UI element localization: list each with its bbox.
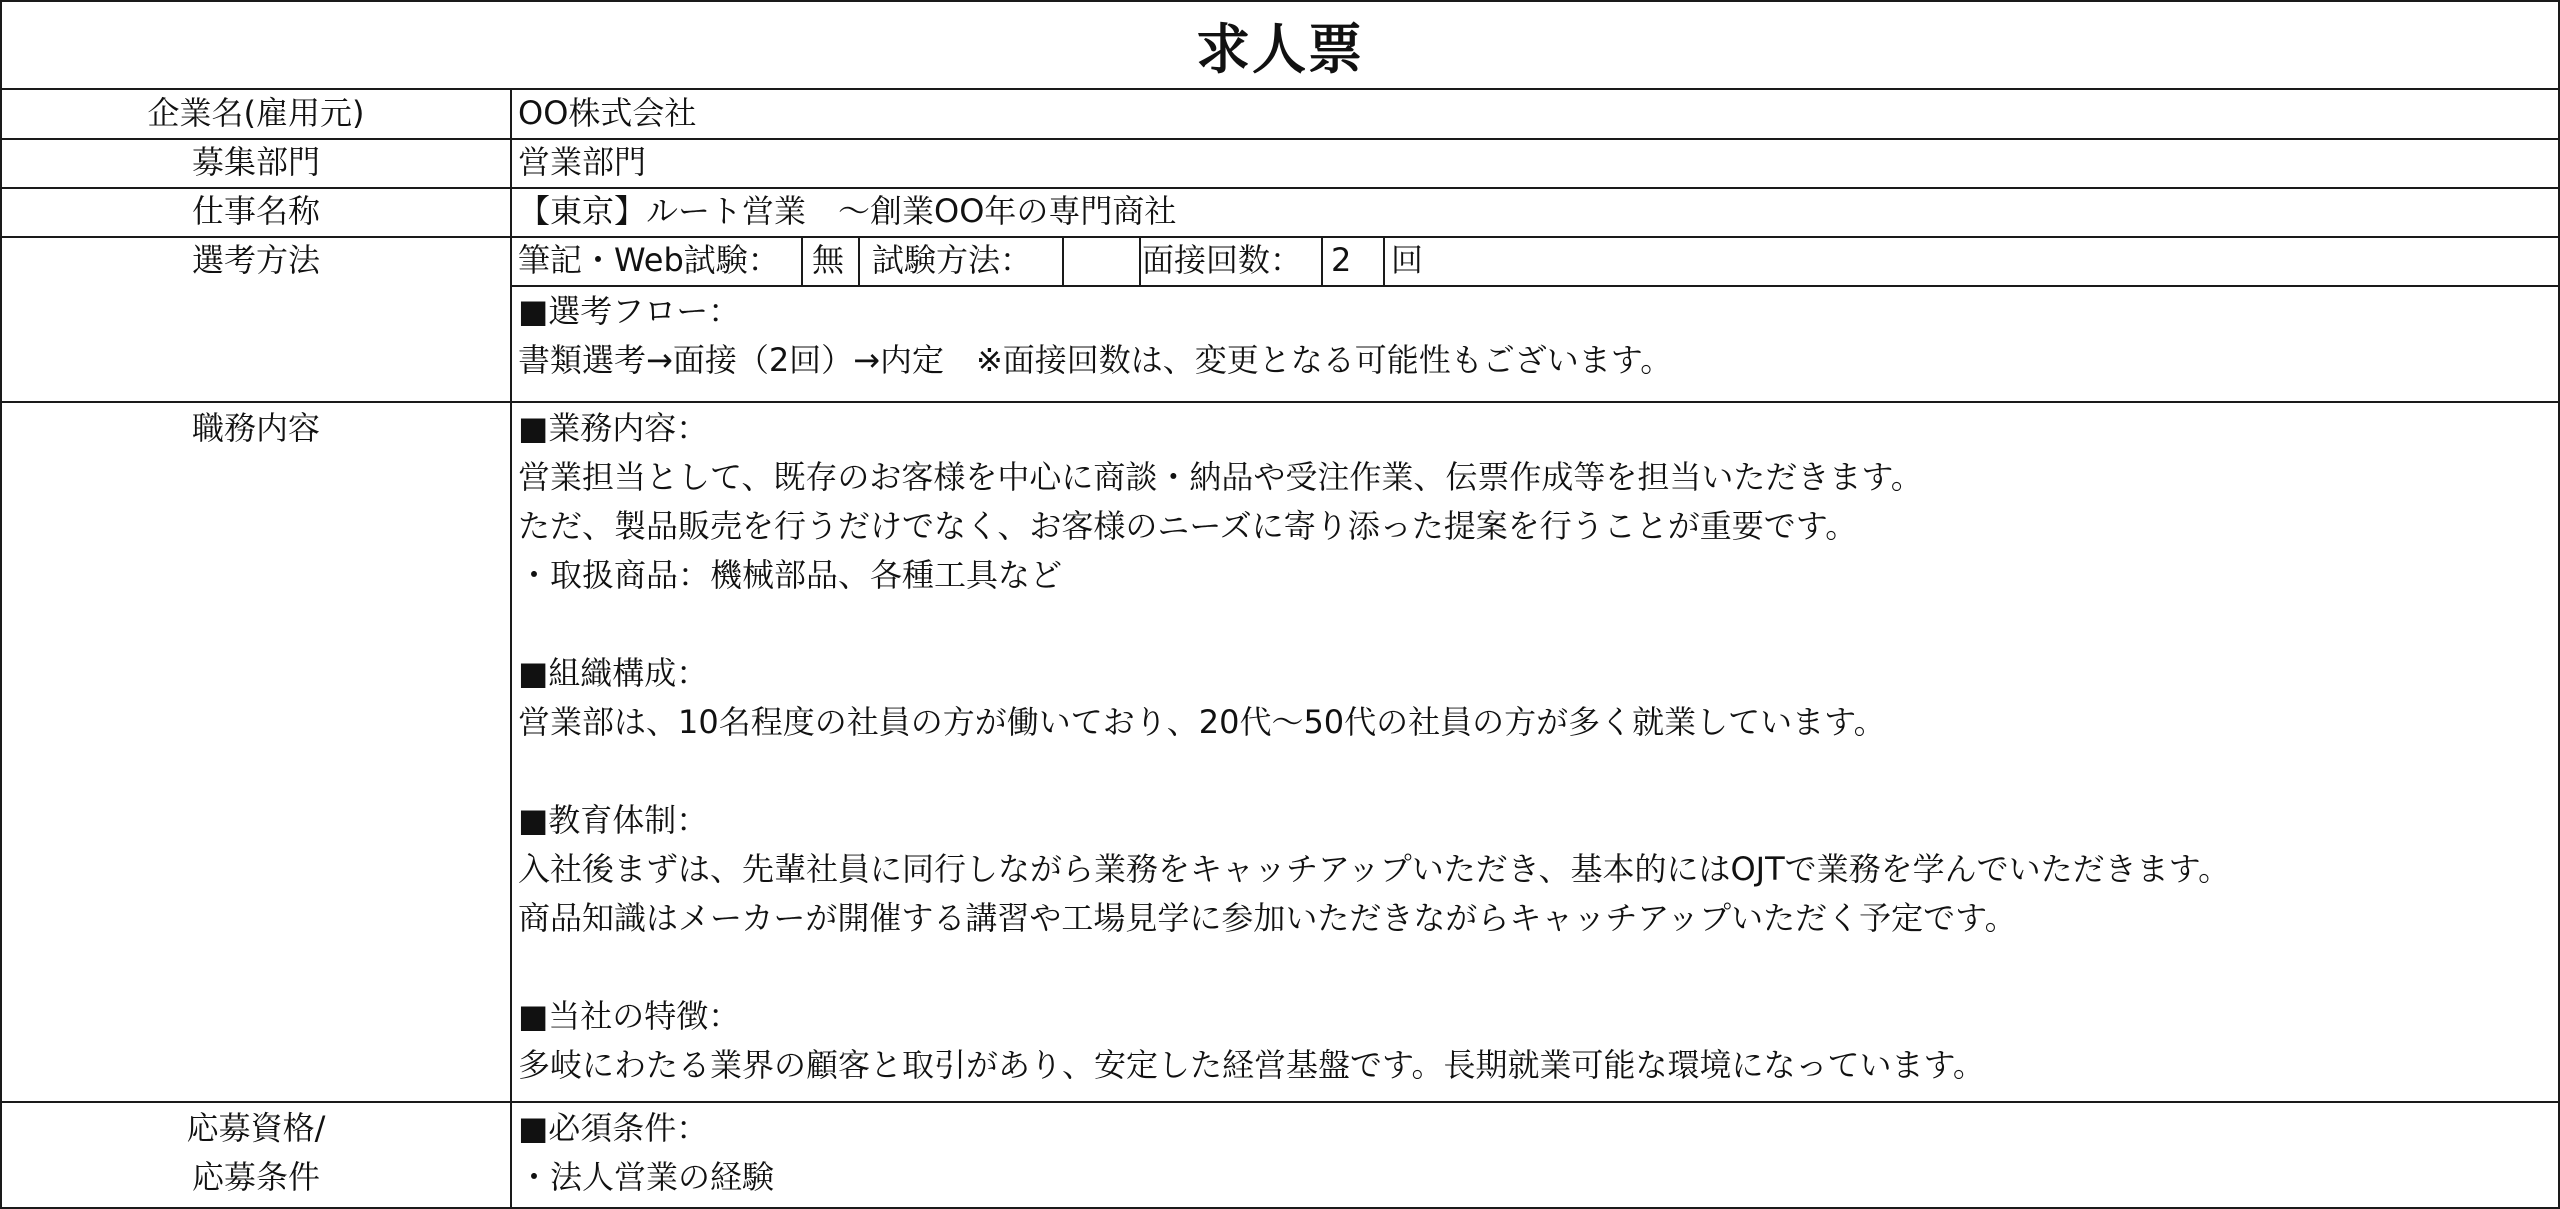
duties-line: ■業務内容： (518, 409, 709, 447)
duties-label: 職務内容 (191, 409, 320, 447)
duties-line: 多岐にわたる業界の顧客と取引があり、安定した経営基盤です。長期就業可能な環境になっています。 (518, 1046, 1985, 1084)
interview-count-label: 面接回数： (1142, 241, 1303, 279)
cell-divider-4 (1139, 236, 1141, 286)
qualifications-label-line2: 応募条件 (191, 1158, 320, 1196)
job-title-label: 仕事名称 (191, 192, 320, 230)
selection-flow-heading: ■選考フロー： (518, 292, 741, 330)
duties-line: ■組織構成： (518, 654, 709, 692)
company-label: 企業名(雇用元) (147, 94, 365, 132)
column-divider (510, 88, 512, 1209)
selection-flow-text: 書類選考→面接（2回）→内定 ※面接回数は、変更となる可能性もございます。 (518, 341, 1673, 379)
written-test-value: 無 (812, 241, 845, 279)
department-label: 募集部門 (191, 143, 320, 181)
duties-line: ただ、製品販売を行うだけでなく、お客様のニーズに寄り添った提案を行うことが重要です。 (518, 507, 1858, 545)
duties-line: ・取扱商品：機械部品、各種工具など (518, 556, 1063, 594)
company-value: OO株式会社 (518, 94, 697, 132)
cell-divider-1 (801, 236, 803, 286)
divider-selection (0, 401, 2560, 403)
interview-count-unit: 回 (1391, 241, 1424, 279)
duties-line: ■教育体制： (518, 801, 709, 839)
duties-line: 入社後まずは、先輩社員に同行しながら業務をキャッチアップいただき、基本的にはOJTで業務を学んでいただきます。 (518, 850, 2231, 888)
qualifications-line: ■必須条件： (518, 1109, 709, 1147)
interview-count-value: 2 (1331, 241, 1352, 279)
duties-line: 営業担当として、既存のお客様を中心に商談・納品や受注作業、伝票作成等を担当いただきます。 (518, 458, 1923, 496)
cell-divider-2 (858, 236, 860, 286)
selection-label: 選考方法 (191, 241, 320, 279)
duties-line: ■当社の特徴： (518, 997, 741, 1035)
cell-divider-6 (1383, 236, 1385, 286)
duties-line: 営業部は、10名程度の社員の方が働いており、20代～50代の社員の方が多く就業しています。 (518, 703, 1886, 741)
duties-line: 商品知識はメーカーが開催する講習や工場見学に参加いただきながらキャッチアップいただく予定です。 (518, 899, 2017, 937)
qualifications-label-line1: 応募資格/ (186, 1109, 326, 1147)
divider-duties (0, 1101, 2560, 1103)
cell-divider-5 (1321, 236, 1323, 286)
department-value: 営業部門 (518, 143, 647, 181)
qualifications-line: ・法人営業の経験 (518, 1158, 775, 1196)
written-test-label: 筆記・Web試験： (518, 241, 780, 279)
test-method-label: 試験方法： (872, 241, 1033, 279)
divider-selection-inner (510, 285, 2560, 287)
cell-divider-3 (1062, 236, 1064, 286)
job-title-value: 【東京】ルート営業 ～創業OO年の専門商社 (518, 192, 1177, 230)
document-title: 求人票 (1196, 17, 1364, 81)
